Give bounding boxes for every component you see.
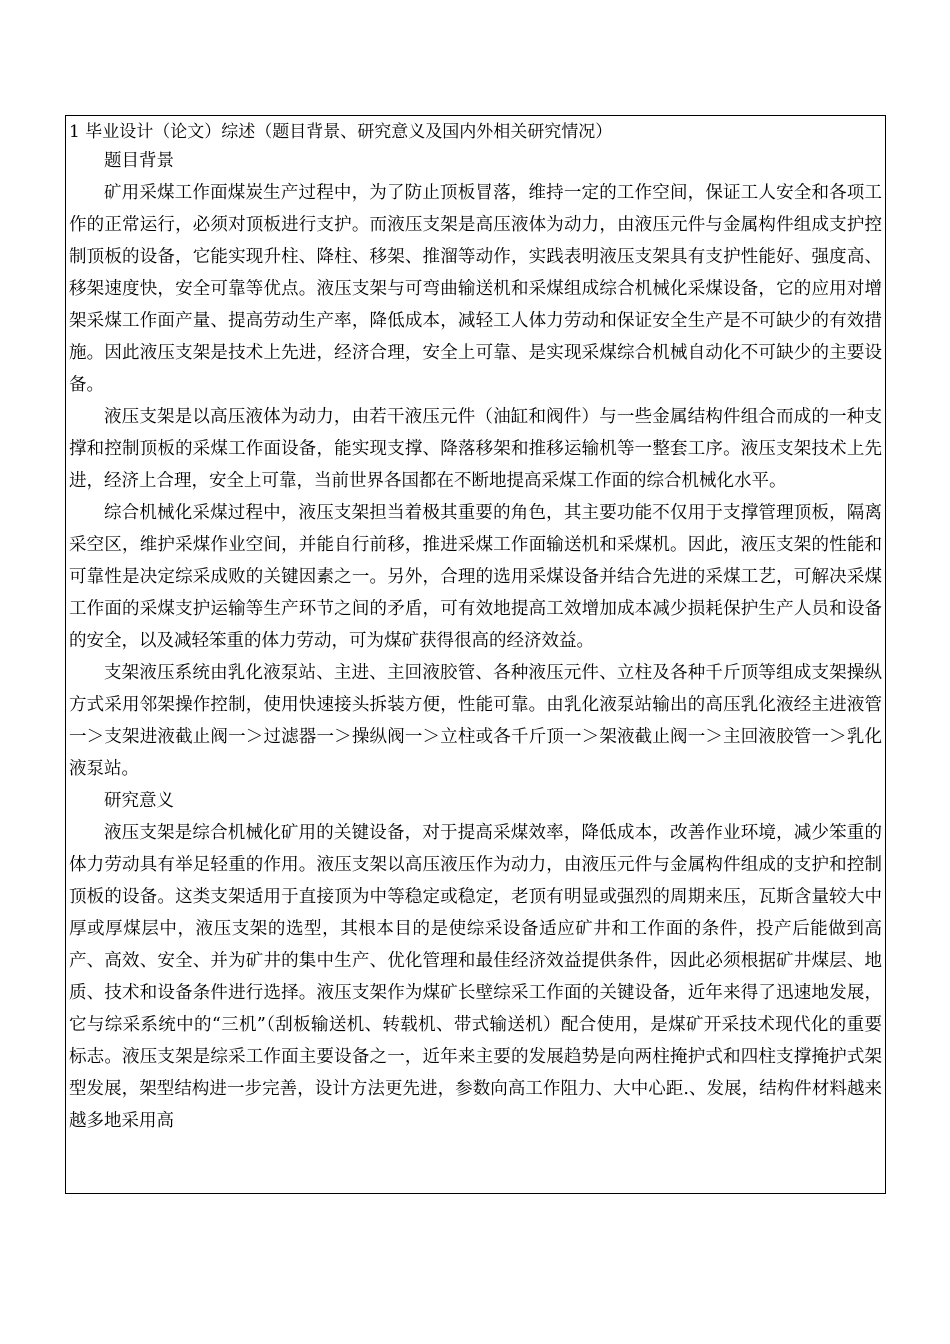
paragraph: 液压支架是以高压液体为动力，由若干液压元件（油缸和阀件）与一些金属结构件组合而成的一种支撑和控制顶板的采煤工作面设备，能实现支撑、降落移架和推移运输机等一整套工序。液压支架技术上先进，经济上合理，安全上可靠，当前世界各国都在不断地提高采煤工作面的综合机械化水平。 [69,407,882,491]
section-significance [69,785,882,1137]
section-background [69,145,882,785]
section-heading-background: 题目背景 [104,151,174,171]
paragraph: 液压支架是综合机械化矿用的关键设备，对于提高采煤效率，降低成本，改善作业环境，减少笨重的体力劳动具有举足轻重的作用。液压支架以高压液压作为动力，由液压元件与金属构件组成的支护和控制顶板的设备。这类支架适用于直接顶为中等稳定或稳定，老顶有明显或强烈的周期来压，瓦斯含量较大中厚或厚煤层中，液压支架的选型，其根本目的是使综采设备适应矿井和工作面的条件，投产后能做到高产、高效、安全、并为矿井的集中生产、优化管理和最佳经济效益提供条件，因此必须根据矿井煤层、地质、技术和设备条件进行选择。液压支架作为煤矿长壁综采工作面的关键设备，近年来得了迅速地发展，它与综采系统中的“三机”（刮板输送机、转载机、带式输送机）配合使用，是煤矿开采技术现代化的重要标志。液压支架是综采工作面主要设备之一，近年来主要的发展趋势是向两柱掩护式和四柱支撑掩护式架型发展，架型结构进一步完善，设计方法更先进，参数向高工作阻力、大中心距.、发展，结构件材料越来越多地采用高 [69,823,882,1131]
paragraph: 支架液压系统由乳化液泵站、主进、主回液胶管、各种液压元件、立柱及各种千斤顶等组成支架操纵方式采用邻架操作控制，使用快速接头拆装方便，性能可靠。由乳化液泵站输出的高压乳化液经主进液管一＞支架进液截止阀一＞过滤器一＞操纵阀一＞立柱或各千斤顶一＞架液截止阀一＞主回液胶管一＞乳化液泵站。 [69,663,882,779]
section-heading-significance: 研究意义 [104,791,174,811]
document-title: 1 毕业设计（论文）综述（题目背景、研究意义及国内外相关研究情况） [69,122,613,142]
paragraph: 矿用采煤工作面煤炭生产过程中，为了防止顶板冒落，维持一定的工作空间，保证工人安全和各项工作的正常运行，必须对顶板进行支护。而液压支架是高压液体为动力，由液压元件与金属构件组成支护控制顶板的设备，它能实现升柱、降柱、移架、推溜等动作，实践表明液压支架具有支护性能好、强度高、移架速度快，安全可靠等优点。液压支架与可弯曲输送机和采煤组成综合机械化采煤设备，它的应用对增架采煤工作面产量、提高劳动生产率，降低成本，减轻工人体力劳动和保证安全生产是不可缺少的有效措施。因此液压支架是技术上先进，经济合理，安全上可靠、是实现采煤综合机械自动化不可缺少的主要设备。 [69,183,882,395]
paragraph: 综合机械化采煤过程中，液压支架担当着极其重要的角色，其主要功能不仅用于支撑管理顶板，隔离采空区，维护采煤作业空间，并能自行前移，推进采煤工作面输送机和采煤机。因此，液压支架的性能和可靠性是决定综采成败的关键因素之一。另外，合理的选用采煤设备并结合先进的采煤工艺，可解决采煤工作面的采煤支护运输等生产环节之间的矛盾，可有效地提高工效增加成本减少损耗保护生产人员和设备的安全，以及减轻笨重的体力劳动，可为煤矿获得很高的经济效益。 [69,503,882,651]
document-frame [65,115,886,1194]
